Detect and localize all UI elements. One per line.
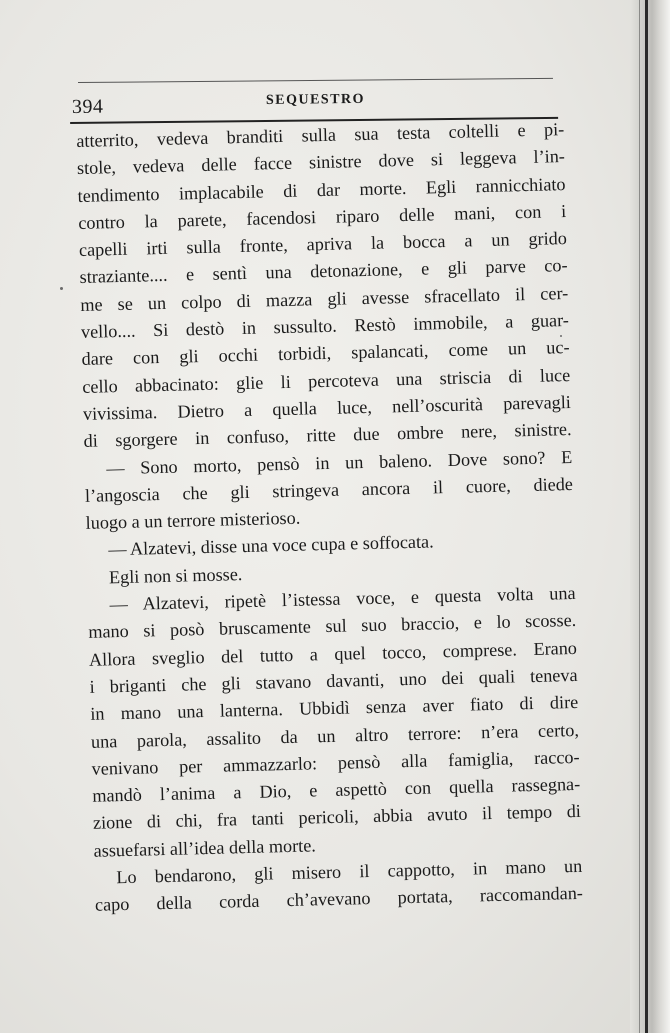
text-line: venivano per ammazzarlo: pensò alla famiglia, racco-	[91, 746, 580, 779]
text-line: cello abbacinato: glie li percoteva una striscia di luce	[82, 364, 571, 397]
text-line: mano si posò bruscamente sul suo braccio, e lo scosse.	[88, 610, 577, 643]
text-line: contro la parete, facendosi riparo delle mani, con i	[78, 200, 567, 233]
text-line: vivissima. Dietro a quella luce, nell’oscurità parevagli	[82, 391, 572, 424]
page-edge-shadow	[639, 0, 640, 1033]
text-line: capelli irti sulla fronte, apriva la bocca a un grido	[78, 228, 568, 261]
text-line: Egli non si mosse.	[108, 563, 243, 588]
text-line: Lo bendarono, gli misero il cappotto, in mano un	[116, 855, 583, 888]
page-edge-dark-line	[645, 0, 648, 1033]
page-number: 394	[71, 95, 104, 118]
text-line: stole, vedeva delle facce sinistre dove si leggeva l’in-	[76, 146, 566, 179]
text-line: — Alzatevi, ripetè l’istessa voce, e questa volta una	[109, 582, 576, 615]
text-line: zione di chi, fra tanti pericoli, abbia avuto il tempo di	[92, 801, 582, 834]
text-line: tendimento implacabile di dar morte. Egli rannicchiato	[77, 173, 566, 206]
ink-speck	[60, 287, 63, 290]
text-line: mandò l’anima a Dio, e aspettò con quella rassegna-	[92, 774, 581, 806]
text-line: dare con gli occhi torbidi, spalancati, come un uc-	[81, 337, 570, 370]
text-line: l’angoscia che gli stringeva ancora il cuore, diede	[84, 473, 574, 506]
text-line: — Alzatevi, disse una voce cupa e soffocata.	[108, 531, 434, 560]
body-text	[76, 116, 583, 919]
text-line: i briganti che gli stavano davanti, uno dei quali teneva	[89, 664, 578, 697]
text-line: Allora sveglio del tutto a quel tocco, comprese. Erano	[88, 637, 578, 670]
running-title: SEQUESTRO	[265, 91, 366, 108]
text-line: una parola, assalito da un altro terrore: n’era certo,	[90, 719, 580, 752]
top-rule	[78, 78, 553, 83]
text-line: me se un colpo di mazza gli avesse sfracellato il cer-	[80, 282, 569, 315]
page-edge-binding	[630, 0, 670, 1033]
text-line: — Sono morto, pensò in un baleno. Dove sono? E	[106, 446, 573, 478]
text-line: luogo a un terrore misterioso.	[85, 507, 301, 534]
text-line: straziante.... e sentì una detonazione, e gli parve co-	[79, 255, 568, 288]
text-line: di sgorgere in confuso, ritte due ombre nere, sinistre.	[83, 419, 572, 452]
text-line: atterrito, vedeva branditi sulla sua testa coltelli e pi-	[76, 119, 565, 151]
text-line: vello.... Si destò in sussulto. Restò immobile, a guar-	[80, 310, 570, 343]
text-line: capo della corda ch’avevano portata, raccomandan-	[94, 883, 584, 916]
text-line: in mano una lanterna. Ubbidì senza aver fiato di dire	[90, 692, 579, 725]
text-line: assuefarsi all’idea della morte.	[93, 835, 317, 861]
